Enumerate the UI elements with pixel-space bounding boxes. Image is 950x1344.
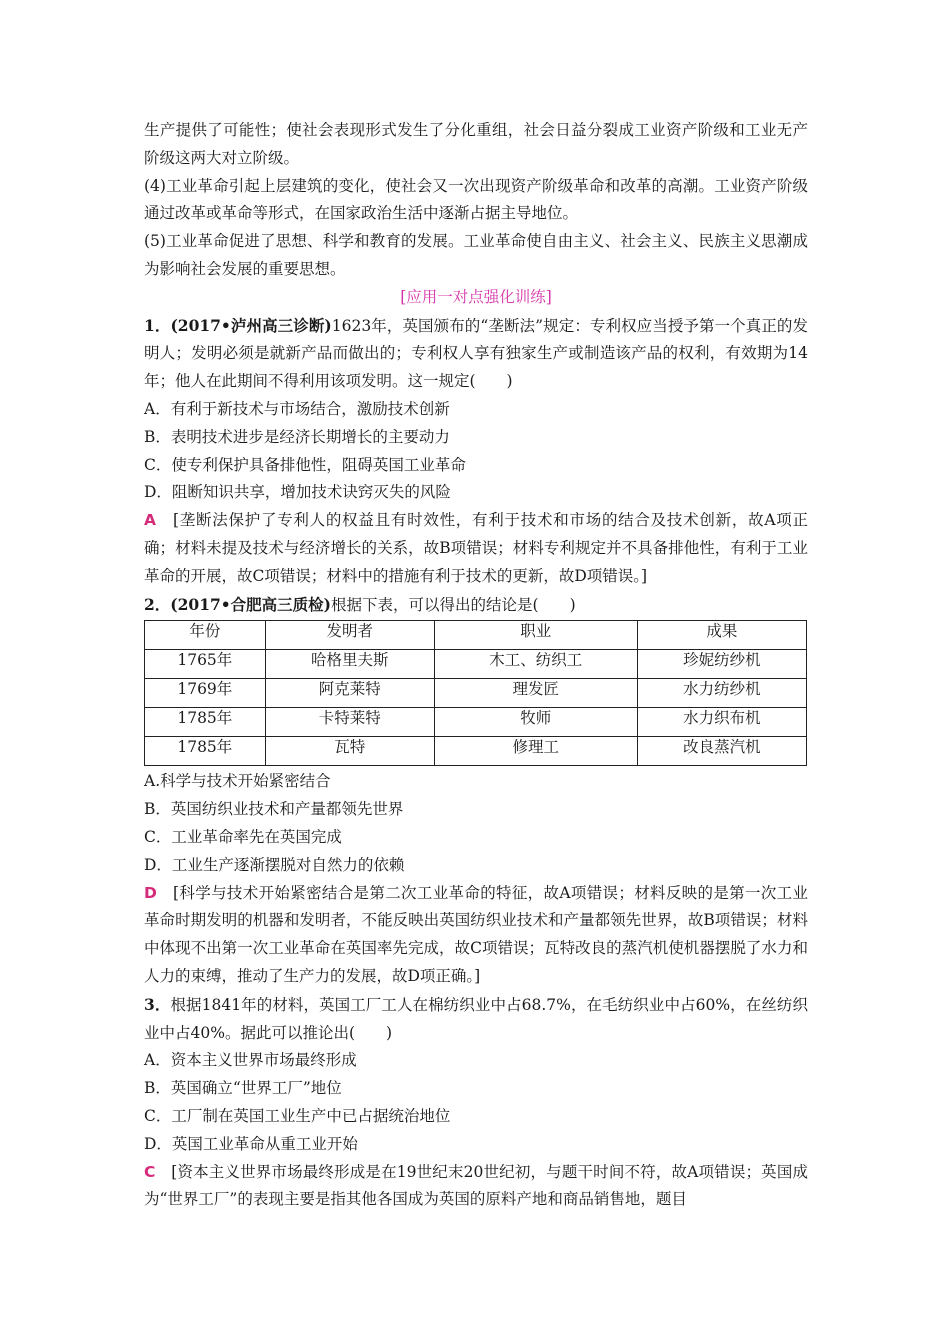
table-cell: 1765年 <box>145 650 266 679</box>
question-2-answer <box>144 880 808 991</box>
question-3-option-d: D．英国工业革命从重工业开始 <box>144 1134 358 1153</box>
question-2-source: (2017•合肥高三质检) <box>170 594 332 614</box>
question-3-explanation: [资本主义世界市场最终形成是在19世纪末20世纪初，与题干时间不符，故A项错误；英国成为“世界工厂”的表现主要是指其他各国成为英国的原料产地和商品销售地，题目 <box>144 1162 808 1209</box>
table-cell: 水力织布机 <box>637 708 806 737</box>
table-cell: 1785年 <box>145 737 266 766</box>
table-cell: 木工、纺织工 <box>434 650 637 679</box>
intro-paragraph-5: (5)工业革命促进了思想、科学和教育的发展。工业革命使自由主义、社会主义、民族主义思潮成为影响社会发展的重要思想。 <box>144 232 808 278</box>
question-1-option-d: D．阻断知识共享，增加技术诀窍灭失的风险 <box>144 483 451 502</box>
table-cell: 珍妮纺纱机 <box>637 650 806 679</box>
question-1-option-a: A．有利于新技术与市场结合，激励技术创新 <box>144 399 450 418</box>
question-3-option-b: B．英国确立“世界工厂”地位 <box>144 1079 342 1098</box>
question-1-number: 1． <box>144 315 171 335</box>
question-2-explanation: [科学与技术开始紧密结合是第二次工业革命的特征，故A项错误；材料反映的是第一次工业革命时期发明的机器和发明者，不能反映出英国纺织业技术和产量都领先世界，故B项错误；材料中体现不出第一次工业革命在英国率先完成，故C项错误；瓦特改良的蒸汽机使机器摆脱了水力和人力的束缚，推动了生产力的发展，故D项正确。] <box>144 883 808 985</box>
question-1-option-b: B．表明技术进步是经济长期增长的主要动力 <box>144 427 450 446</box>
question-2-option-b: B．英国纺织业技术和产量都领先世界 <box>144 800 404 819</box>
question-1-answer <box>144 507 808 590</box>
question-3-stem <box>144 991 808 1048</box>
question-3-option-a: A．资本主义世界市场最终形成 <box>144 1051 357 1070</box>
question-1-answer-letter: A <box>144 511 156 530</box>
table-cell: 牧师 <box>434 708 637 737</box>
question-2-option-c: C．工业革命率先在英国完成 <box>144 827 342 846</box>
question-3 <box>144 991 808 1214</box>
intro-paragraph-1: 生产提供了可能性；使社会表现形式发生了分化重组，社会日益分裂成工业资产阶级和工业无产阶级这两大对立阶级。 <box>144 121 808 167</box>
table-header-cell: 成果 <box>637 621 806 650</box>
page-content <box>144 117 808 1214</box>
table-row <box>145 679 807 708</box>
question-1-option-c: C．使专利保护具备排他性，阻碍英国工业革命 <box>144 455 466 474</box>
table-cell: 阿克莱特 <box>265 679 434 708</box>
table-cell: 改良蒸汽机 <box>637 737 806 766</box>
intro-paragraph-4: (4)工业革命引起上层建筑的变化，使社会又一次出现资产阶级革命和改革的高潮。工业资产阶级通过改革或革命等形式，在国家政治生活中逐渐占据主导地位。 <box>144 176 808 223</box>
table-row <box>145 708 807 737</box>
question-1-explanation: [垄断法保护了专利人的权益且有时效性，有利于技术和市场的结合及技术创新，故A项正确；材料未提及技术与经济增长的关系，故B项错误；材料专利规定并不具备排他性，有利于工业革命的开展，故C项错误；材料中的措施有利于技术的更新，故D项错误。] <box>144 511 808 585</box>
table-header-cell: 发明者 <box>265 621 434 650</box>
table-cell: 理发匠 <box>434 679 637 708</box>
question-3-answer <box>144 1159 808 1215</box>
question-1 <box>144 312 808 591</box>
table-cell: 1785年 <box>145 708 266 737</box>
question-3-text: 根据1841年的材料，英国工厂工人在棉纺织业中占68.7%，在毛纺织业中占60%，在丝纺织业中占40%。据此可以推论出( ) <box>144 995 808 1042</box>
table-cell: 瓦特 <box>265 737 434 766</box>
table-header-row <box>145 621 807 650</box>
table-cell: 修理工 <box>434 737 637 766</box>
question-1-source: (2017•泸州高三诊断) <box>170 315 332 335</box>
question-2-text: 根据下表，可以得出的结论是( ) <box>331 595 576 614</box>
question-3-number: 3． <box>144 994 171 1014</box>
table-cell: 1769年 <box>145 679 266 708</box>
table-header-cell: 职业 <box>434 621 637 650</box>
table-row <box>145 737 807 766</box>
table-row <box>145 650 807 679</box>
question-2-option-a: A.科学与技术开始紧密结合 <box>144 772 331 791</box>
question-3-answer-letter: C <box>144 1162 156 1181</box>
table-header-cell: 年份 <box>145 621 266 650</box>
question-1-text: 1623年，英国颁布的“垄断法”规定：专利权应当授予第一个真正的发明人；发明必须是就新产品而做出的；专利权人享有独家生产或制造该产品的权利，有效期为14年；他人在此期间不得利用该项发明。这一规定( ) <box>144 316 808 391</box>
question-2 <box>144 591 808 991</box>
table-cell: 卡特莱特 <box>265 708 434 737</box>
question-3-option-c: C．工厂制在英国工业生产中已占据统治地位 <box>144 1106 451 1125</box>
question-2-stem <box>144 591 808 620</box>
question-1-stem <box>144 312 808 396</box>
table-cell: 哈格里夫斯 <box>265 650 434 679</box>
question-2-option-d: D．工业生产逐渐摆脱对自然力的依赖 <box>144 855 405 874</box>
inventions-table <box>144 620 807 766</box>
table-cell: 水力纺纱机 <box>637 679 806 708</box>
section-title: [应用一对点强化训练] <box>400 287 552 306</box>
question-2-answer-letter: D <box>144 883 157 902</box>
question-2-number: 2． <box>144 594 171 614</box>
